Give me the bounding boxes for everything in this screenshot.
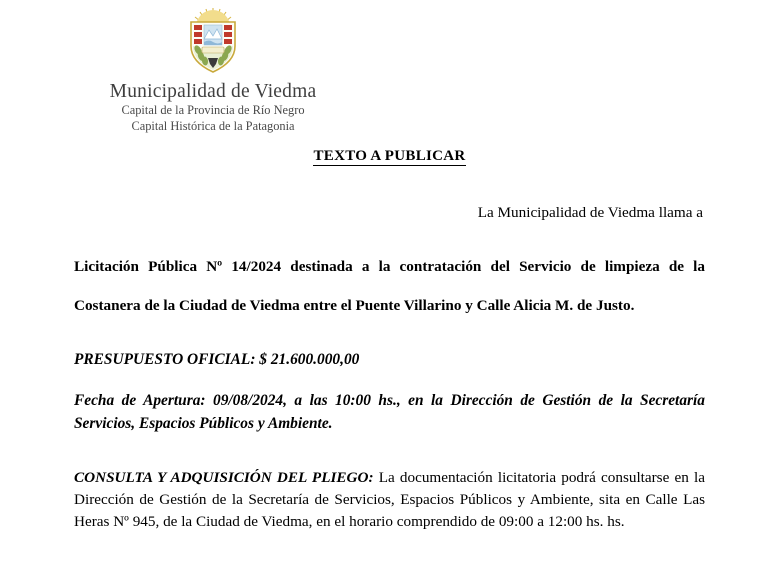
pliego-body: La documentación licitatoria podrá consultarse en la Dirección de Gestión de la Secretaría de Servicios, Espacios Públicos y Ambiente, sita en Calle Las Heras Nº 945, de la Ciudad de Viedma, en el horario comprendido de 09:00 a 12:00 hs. hs.	[74, 469, 706, 531]
viedma-coat-of-arms-icon	[182, 6, 244, 74]
crest-container	[0, 6, 420, 79]
pliego-heading: CONSULTA Y ADQUISICIÓN DEL PLIEGO:	[74, 469, 374, 487]
pliego-paragraph	[74, 467, 705, 533]
letterhead	[0, 0, 420, 135]
document-body	[74, 148, 705, 533]
document-title-text: TEXTO A PUBLICAR	[313, 148, 466, 164]
letterhead-subtitle-line2: Capital Histórica de la Patagonia	[131, 119, 295, 134]
tender-object-paragraph: Licitación Pública Nº 14/2024 destinada a la contratación del Servicio de limpieza de la Costanera de la Ciudad de Viedma entre el Puente Villarino y Calle Alicia M. de Justo.	[74, 257, 705, 314]
lead-paragraph: La Municipalidad de Viedma llama a	[477, 204, 703, 221]
letterhead-text	[0, 81, 420, 135]
document-title	[74, 148, 705, 165]
organization-name: Municipalidad de Viedma	[109, 81, 317, 102]
opening-date-paragraph: Fecha de Apertura: 09/08/2024, a las 10:00 hs., en la Dirección de Gestión de la Secretaría Servicios, Espacios Públicos y Ambiente.	[74, 391, 705, 432]
official-budget-paragraph: PRESUPUESTO OFICIAL: $ 21.600.000,00	[74, 350, 360, 368]
letterhead-subtitle-line1: Capital de la Provincia de Río Negro	[121, 103, 305, 118]
